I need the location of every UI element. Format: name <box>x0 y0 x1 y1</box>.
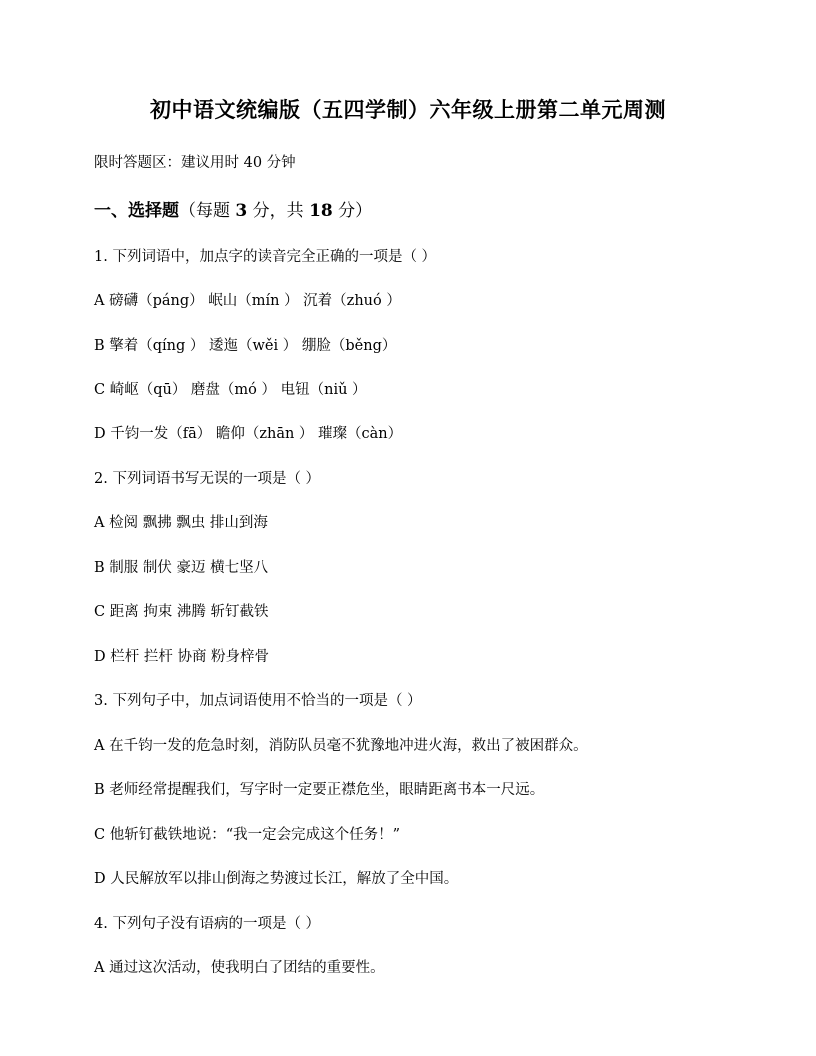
question-3-stem: 3. 下列句子中，加点词语使用不恰当的一项是（ ） <box>94 693 422 709</box>
question-3-option-b: B 老师经常提醒我们，写字时一定要正襟危坐，眼睛距离书本一尺远。 <box>94 782 545 798</box>
question-1-option-b: B 擎着（qíng ） 逶迤（wěi ） 绷脸（běng） <box>94 338 397 354</box>
score-close: 分） <box>332 201 373 221</box>
question-3-option-c: C 他斩钉截铁地说：“我一定会完成这个任务！” <box>94 827 401 843</box>
question-1-option-a: A 磅礴（páng） 岷山（mín ） 沉着（zhuó ） <box>94 293 401 309</box>
page-title: 初中语文统编版（五四学制）六年级上册第二单元周测 <box>150 97 666 122</box>
score-total: 18 <box>309 201 333 221</box>
question-2-option-c: C 距离 拘束 沸腾 斩钉截铁 <box>94 604 269 620</box>
question-1-option-d: D 千钧一发（fā） 瞻仰（zhān ） 璀璨（càn） <box>94 426 403 442</box>
question-2-option-b: B 制服 制伏 豪迈 横七坚八 <box>94 560 269 576</box>
section-title: 一、选择题 <box>94 201 179 221</box>
question-4-option-a: A 通过这次活动，使我明白了团结的重要性。 <box>94 960 385 976</box>
question-4-stem: 4. 下列句子没有语病的一项是（ ） <box>94 916 321 932</box>
question-2-option-d: D 栏杆 拦杆 协商 粉身梓骨 <box>94 649 270 665</box>
question-3-option-d: D 人民解放军以排山倒海之势渡过长江，解放了全中国。 <box>94 871 459 887</box>
question-3-option-a: A 在千钧一发的危急时刻，消防队员毫不犹豫地冲进火海，救出了被困群众。 <box>94 738 588 754</box>
score-each: 3 <box>235 201 248 221</box>
question-1-stem: 1. 下列词语中，加点字的读音完全正确的一项是（ ） <box>94 249 437 265</box>
section-heading <box>94 196 372 221</box>
question-1-option-c: C 崎岖（qū） 磨盘（mó ） 电钮（niǔ ） <box>94 382 367 398</box>
score-mid: 分，共 <box>247 201 310 221</box>
question-2-stem: 2. 下列词语书写无误的一项是（ ） <box>94 471 321 487</box>
time-note: 限时答题区：建议用时 40 分钟 <box>94 155 296 171</box>
question-2-option-a: A 检阅 飘拂 飘虫 排山到海 <box>94 515 268 531</box>
score-open: （每题 <box>179 201 236 221</box>
